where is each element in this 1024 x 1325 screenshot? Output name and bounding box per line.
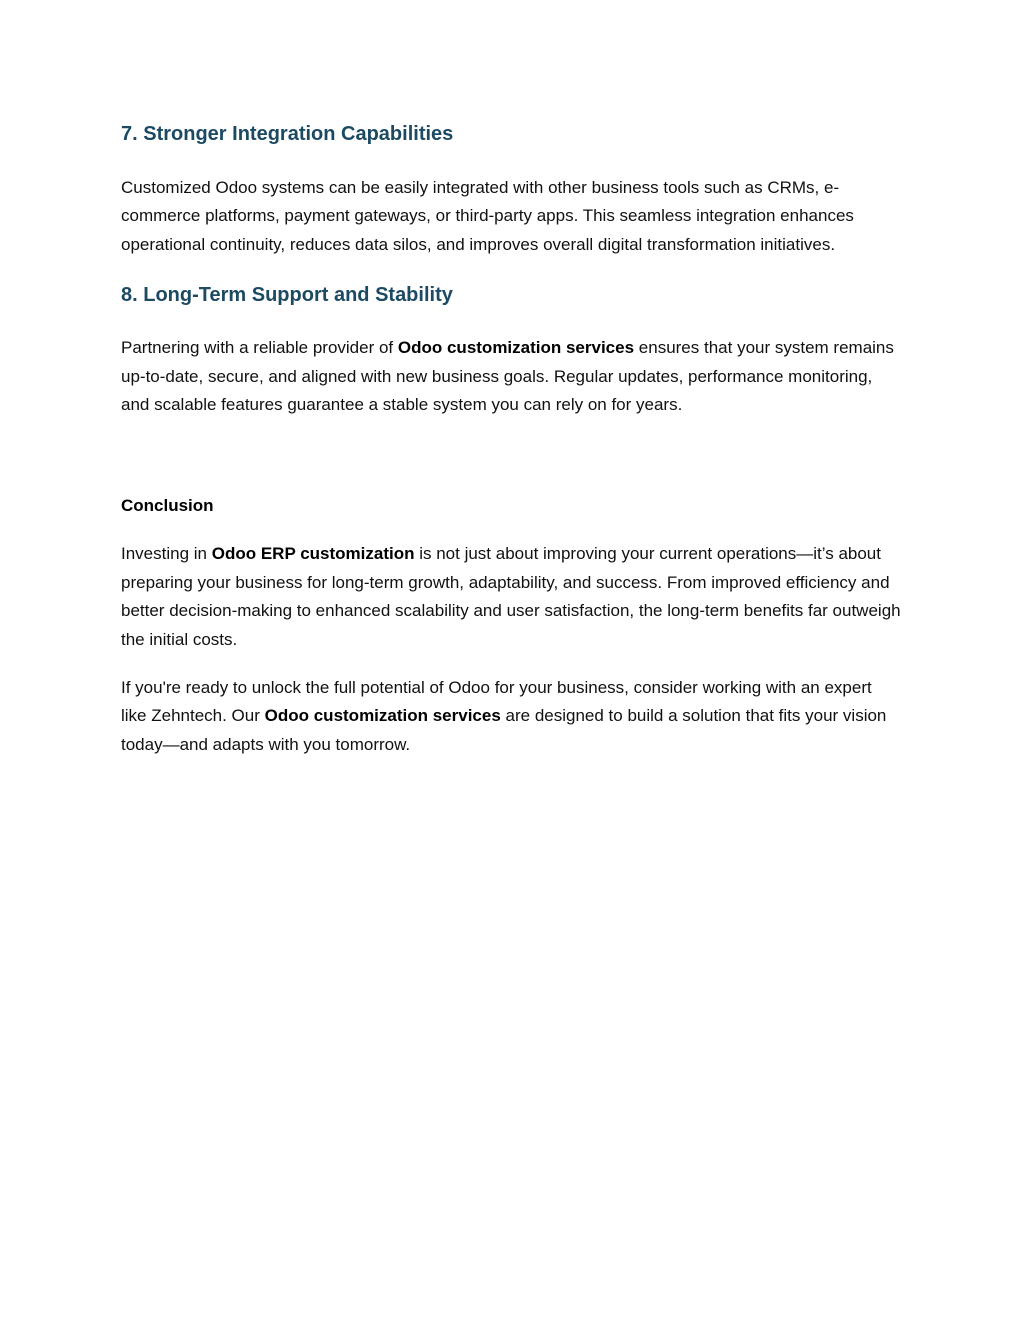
support-text-after: ensures that your system remains up-to-date, secure, and aligned with new business goals. Regular updates, performance monitoring, and scalable features guarantee a stable system you can rely on for years. [121,338,894,415]
conclusion-paragraph-1 [121,540,901,654]
section-body-support [121,334,901,419]
document-page [121,118,901,759]
conclusion-p2-before: If you're ready to unlock the full potential of Odoo for your business, consider working with an expert like Zehntech. Our [121,678,872,726]
conclusion-p1-before: Investing in [121,544,212,564]
conclusion-p1-bold: Odoo ERP customization [211,544,415,564]
conclusion-p1-after: is not just about improving your current operations—it’s about preparing your business for long-term growth, adaptability, and success. From improved efficiency and better decision-making to enhanced scalability and user satisfaction, the long-term benefits far outweigh the initial costs. [121,544,901,649]
section-heading-support: 8. Long-Term Support and Stability [121,284,453,307]
conclusion-p2-after: are designed to build a solution that fits your vision today—and adapts with you tomorrow. [121,706,887,754]
support-text-before: Partnering with a reliable provider of [121,338,398,358]
section-body-integration: Customized Odoo systems can be easily integrated with other business tools such as CRMs, e-commerce platforms, payment gateways, or third-party apps. This seamless integration enhances operational continuity, reduces data silos, and improves overall digital transformation initiatives. [121,178,854,254]
conclusion-paragraph-2 [121,674,901,759]
conclusion-heading: Conclusion [121,496,214,516]
support-text-bold: Odoo customization services [397,338,635,358]
conclusion-p2-bold: Odoo customization services [264,706,501,726]
section-heading-integration: 7. Stronger Integration Capabilities [121,123,454,145]
